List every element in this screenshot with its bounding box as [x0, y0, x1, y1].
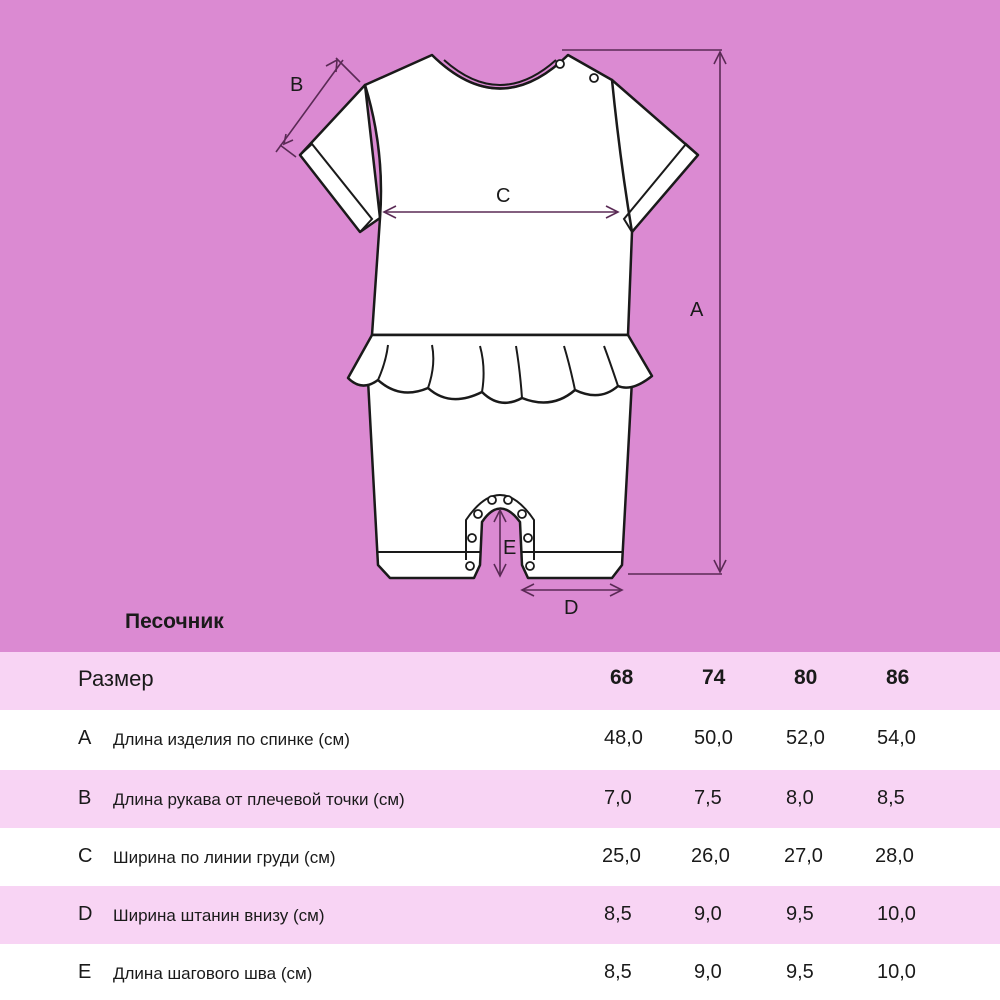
- label-d: D: [564, 597, 579, 619]
- row-value: 28,0: [875, 845, 914, 867]
- row-value: 8,5: [604, 903, 632, 925]
- row-description: Длина шагового шва (см): [113, 964, 313, 983]
- row-description: Длина рукава от плечевой точки (см): [113, 790, 405, 809]
- size-86: 86: [886, 666, 910, 689]
- row-value: 27,0: [784, 845, 823, 867]
- label-c: C: [496, 185, 511, 207]
- row-value: 48,0: [604, 727, 643, 749]
- size-table-header: [0, 652, 1000, 710]
- row-value: 7,5: [694, 787, 722, 809]
- row-value: 9,0: [694, 961, 722, 983]
- romper-outline: [300, 55, 698, 578]
- row-value: 54,0: [877, 727, 916, 749]
- size-68: 68: [610, 666, 634, 689]
- row-letter: E: [78, 961, 92, 983]
- row-value: 26,0: [691, 845, 730, 867]
- row-value: 10,0: [877, 961, 916, 983]
- product-title: Песочник: [125, 610, 224, 633]
- row-value: 9,0: [694, 903, 722, 925]
- row-value: 50,0: [694, 727, 733, 749]
- row-value: 8,0: [786, 787, 814, 809]
- row-value: 8,5: [877, 787, 905, 809]
- row-letter: B: [78, 787, 92, 809]
- row-value: 7,0: [604, 787, 632, 809]
- row-description: Длина изделия по спинке (см): [113, 730, 350, 749]
- left-sleeve: [300, 85, 380, 232]
- row-value: 9,5: [786, 903, 814, 925]
- row-description: Ширина по линии груди (см): [113, 848, 336, 867]
- table-row: [0, 944, 1000, 1000]
- table-row: [0, 886, 1000, 944]
- row-value: 8,5: [604, 961, 632, 983]
- row-description: Ширина штанин внизу (см): [113, 906, 325, 925]
- label-b: B: [290, 74, 304, 96]
- row-value: 25,0: [602, 845, 641, 867]
- size-74: 74: [702, 666, 726, 689]
- label-a: A: [690, 299, 704, 321]
- row-letter: C: [78, 845, 93, 867]
- row-value: 10,0: [877, 903, 916, 925]
- size-80: 80: [794, 666, 818, 689]
- label-e: E: [503, 537, 517, 559]
- header-label: Размер: [78, 666, 154, 691]
- row-value: 52,0: [786, 727, 825, 749]
- table-row: [0, 770, 1000, 828]
- row-letter: A: [78, 727, 92, 749]
- row-value: 9,5: [786, 961, 814, 983]
- table-row: [0, 828, 1000, 886]
- table-row: [0, 710, 1000, 770]
- row-letter: D: [78, 903, 93, 925]
